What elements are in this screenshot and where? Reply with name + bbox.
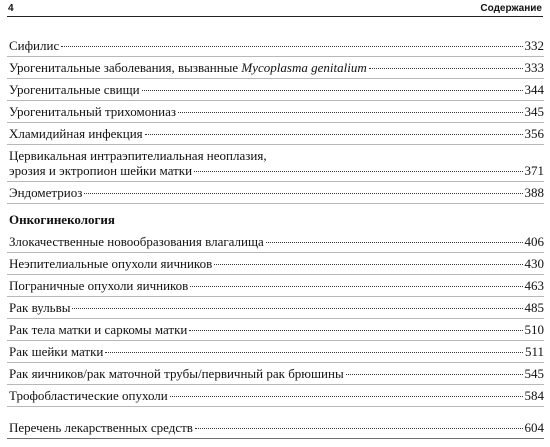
toc-entry-title: Урогенитальный трихомониаз xyxy=(9,104,177,119)
toc-entry-page: 388 xyxy=(524,185,544,200)
toc-entry-page: 510 xyxy=(524,322,544,337)
toc-entry-page: 545 xyxy=(524,366,544,381)
toc-entry-page: 333 xyxy=(524,60,544,75)
toc-entry[interactable] xyxy=(7,34,544,57)
toc-entry[interactable] xyxy=(7,362,544,385)
toc-entry[interactable] xyxy=(7,144,544,182)
dot-leader xyxy=(194,171,522,172)
toc-entry-page: 430 xyxy=(524,256,544,271)
page-number: 4 xyxy=(8,3,14,14)
section-heading: Онкогинекология xyxy=(9,212,115,227)
dot-leader xyxy=(178,112,522,113)
toc-entry-title: Урогенитальные заболевания, вызванные Mycoplasma genitalium xyxy=(9,60,367,75)
toc-entry-page: 344 xyxy=(524,82,544,97)
running-head: Содержание xyxy=(480,3,542,14)
toc-entry-page: 584 xyxy=(524,388,544,403)
dot-leader xyxy=(145,134,523,135)
dot-leader xyxy=(195,428,523,429)
toc-entry-page: 332 xyxy=(524,38,544,53)
toc-entry-title: Сифилис xyxy=(9,38,60,53)
dot-leader xyxy=(170,396,523,397)
toc-entry[interactable] xyxy=(7,318,544,341)
toc-entry[interactable] xyxy=(7,78,544,101)
toc-entry[interactable] xyxy=(7,296,544,319)
toc-entry-title: эрозия и эктропион шейки матки xyxy=(9,163,193,178)
toc-entry-page: 511 xyxy=(524,344,544,359)
toc-entry-title: Рак яичников/рак маточной трубы/первичный рак брюшины xyxy=(9,366,344,381)
toc-entry[interactable] xyxy=(7,252,544,275)
toc-entry-title-italic: Mycoplasma genitalium xyxy=(241,60,367,75)
dot-leader xyxy=(84,193,522,194)
page-header xyxy=(7,2,543,17)
toc-entry[interactable] xyxy=(7,181,544,204)
toc-entry-page: 345 xyxy=(524,104,544,119)
dot-leader xyxy=(189,330,522,331)
dot-leader xyxy=(369,68,523,69)
toc-entry-title: Эндометриоз xyxy=(9,185,83,200)
toc-entry[interactable] xyxy=(7,384,544,407)
toc-entry[interactable] xyxy=(7,416,544,439)
toc-entry-title: Хламидийная инфекция xyxy=(9,126,143,141)
toc-entry-page: 485 xyxy=(524,300,544,315)
toc-entry[interactable] xyxy=(7,122,544,145)
toc-entry-page: 406 xyxy=(524,234,544,249)
toc-entry-title: Перечень лекарственных средств xyxy=(9,420,193,435)
dot-leader xyxy=(142,90,523,91)
toc-entry-title: Неэпителиальные опухоли яичников xyxy=(9,256,213,271)
toc-entry-title: Рак тела матки и саркомы матки xyxy=(9,322,188,337)
toc-entry[interactable] xyxy=(7,100,544,123)
dot-leader xyxy=(266,242,523,243)
dot-leader xyxy=(214,264,522,265)
toc-entry-title: Рак вульвы xyxy=(9,300,71,315)
toc-entry[interactable] xyxy=(7,340,544,363)
dot-leader xyxy=(105,352,523,353)
dot-leader xyxy=(346,374,523,375)
toc-entry-title: Злокачественные новообразования влагалища xyxy=(9,234,264,249)
header-rule xyxy=(7,16,543,17)
toc-entry-title: Урогенитальные свищи xyxy=(9,82,140,97)
toc-entry-title: Рак шейки матки xyxy=(9,344,104,359)
toc-entry-title: Пограничные опухоли яичников xyxy=(9,278,189,293)
toc-entry[interactable] xyxy=(7,56,544,79)
toc-entry[interactable] xyxy=(7,230,544,253)
toc-entry-title-line1: Цервикальная интраэпителиальная неоплазия, xyxy=(9,148,267,163)
toc-entry-page: 371 xyxy=(524,163,544,178)
toc-entry-page: 463 xyxy=(524,278,544,293)
dot-leader xyxy=(72,308,522,309)
toc-entry-title: Трофобластические опухоли xyxy=(9,388,168,403)
dot-leader xyxy=(61,46,522,47)
toc-entry-page: 604 xyxy=(524,420,544,435)
toc-entry-page: 356 xyxy=(524,126,544,141)
toc-entry[interactable] xyxy=(7,274,544,297)
dot-leader xyxy=(190,286,522,287)
